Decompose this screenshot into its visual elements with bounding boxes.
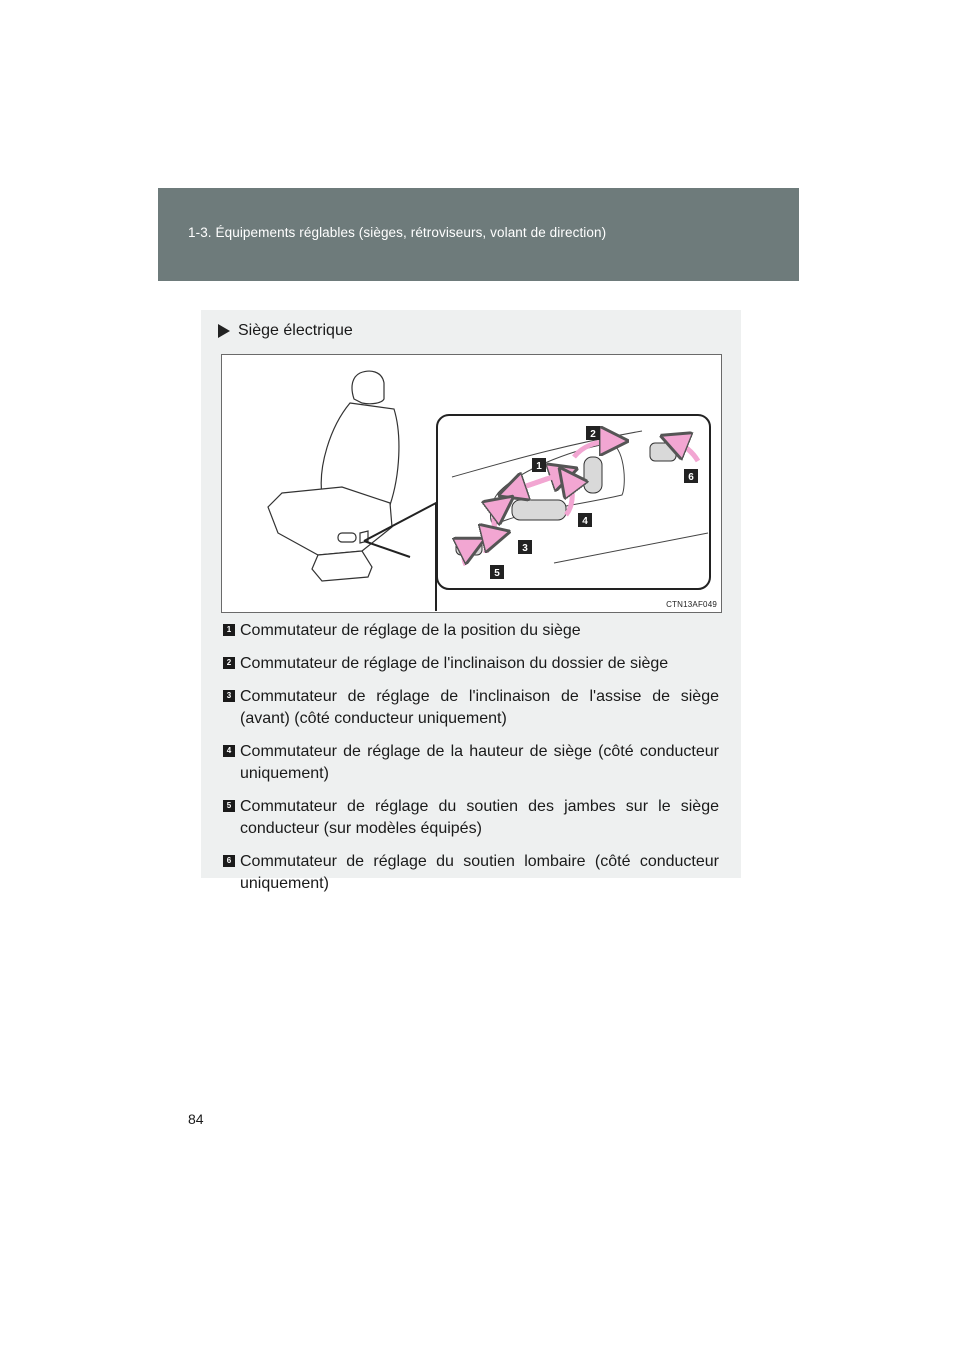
seat-illustration: [221, 354, 722, 613]
svg-text:4: 4: [582, 516, 588, 527]
page-number: 84: [188, 1111, 204, 1127]
legend-item: [223, 741, 719, 785]
legend-list: [223, 620, 719, 906]
svg-text:2: 2: [590, 429, 596, 440]
figure-code: CTN13AF049: [666, 600, 717, 609]
svg-text:3: 3: [522, 543, 528, 554]
svg-text:1: 1: [536, 461, 542, 472]
legend-item: [223, 653, 719, 675]
section-heading: [218, 322, 353, 340]
number-badge: 1: [223, 624, 235, 636]
chapter-title: 1-3. Équipements réglables (sièges, rétroviseurs, volant de direction): [188, 225, 607, 240]
legend-item: [223, 796, 719, 840]
content-panel: [201, 310, 741, 892]
legend-text: Commutateur de réglage de l'inclinaison du dossier de siège: [240, 655, 669, 672]
number-badge: 6: [223, 855, 235, 867]
legend-text: Commutateur de réglage de la hauteur de siège (côté conducteur uniquement): [240, 743, 719, 782]
legend-text: Commutateur de réglage de l'inclinaison de l'assise de siège (avant) (côté conducteur uniquement): [240, 688, 719, 727]
seat-drawing: [268, 371, 399, 581]
chapter-header-band: [158, 188, 799, 281]
number-badge: 5: [223, 800, 235, 812]
legend-item: [223, 686, 719, 730]
triangle-bullet-icon: [218, 324, 230, 338]
svg-text:6: 6: [688, 472, 694, 483]
power-seat-diagram: [222, 355, 721, 612]
legend-item: [223, 620, 719, 642]
legend-text: Commutateur de réglage de la position du siège: [240, 622, 581, 639]
legend-text: Commutateur de réglage du soutien des jambes sur le siège conducteur (sur modèles équipés): [240, 798, 719, 837]
legend-text: Commutateur de réglage du soutien lombaire (côté conducteur uniquement): [240, 853, 719, 892]
number-badge: 2: [223, 657, 235, 669]
legend-item: [223, 851, 719, 895]
number-badge: 3: [223, 690, 235, 702]
svg-text:5: 5: [494, 568, 500, 579]
number-badge: 4: [223, 745, 235, 757]
section-title-text: Siège électrique: [238, 322, 353, 339]
